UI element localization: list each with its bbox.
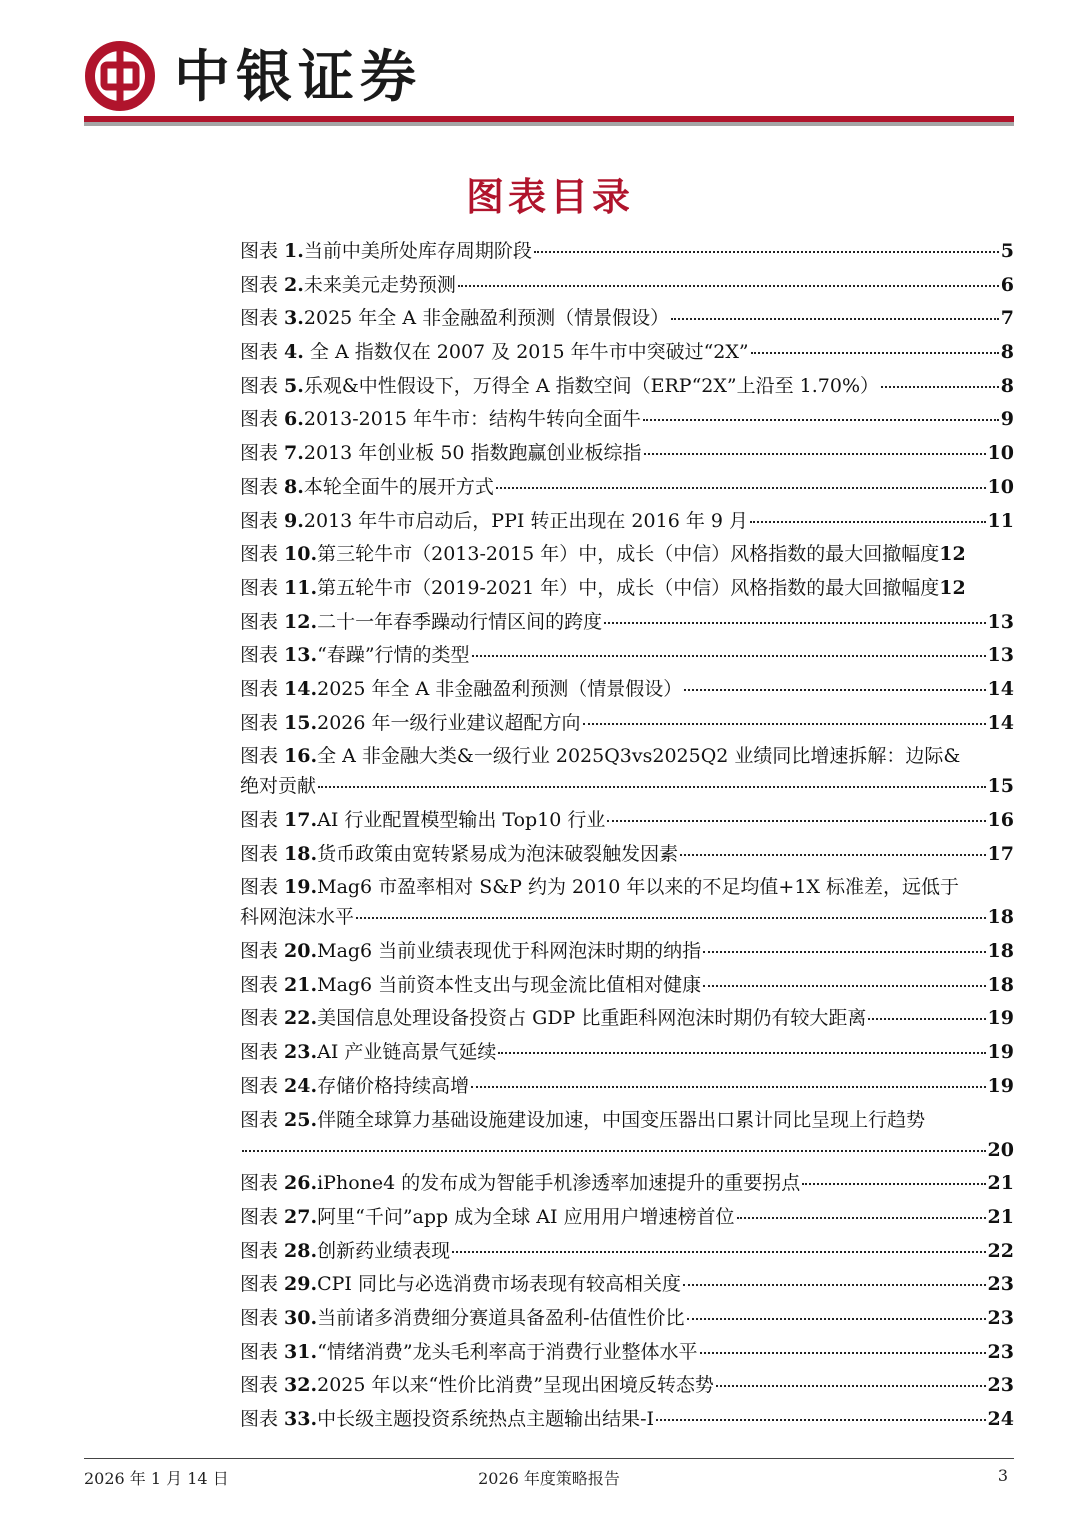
footer-rule xyxy=(84,1458,1014,1459)
toc-entry[interactable] xyxy=(240,1037,1014,1067)
toc-entry-caption: 乐观&中性假设下，万得全 A 指数空间（ERP“2X”上沿至 1.70%） xyxy=(303,374,880,397)
toc-entry-line xyxy=(240,708,1014,738)
toc-entry-text xyxy=(240,1168,800,1198)
toc-entry-number: 2. xyxy=(284,273,304,296)
toc-dot-leader xyxy=(703,951,985,953)
toc-page-number: 19 xyxy=(987,1041,1014,1064)
toc-entry-line xyxy=(240,872,1014,902)
toc-entry-prefix: 图表 xyxy=(240,273,285,296)
toc-entry-line xyxy=(240,771,1014,801)
header-rule-gray xyxy=(84,122,1014,126)
toc-entry-text xyxy=(240,1337,698,1367)
toc-dot-leader xyxy=(737,1217,986,1219)
toc-entry-text xyxy=(240,236,532,266)
toc-page-number: 11 xyxy=(987,509,1014,532)
toc-page-number: 8 xyxy=(1000,341,1014,364)
toc-dot-leader xyxy=(496,487,986,489)
toc-entry-prefix: 图表 xyxy=(240,809,285,831)
toc-entry-text xyxy=(240,472,494,502)
toc-page-number: 12 xyxy=(939,576,966,599)
toc-entry-number: 26. xyxy=(284,1172,318,1195)
toc-entry[interactable] xyxy=(240,1404,1014,1434)
toc-entry-text xyxy=(240,902,354,932)
toc-entry[interactable] xyxy=(240,236,1014,266)
toc-dot-leader xyxy=(356,917,986,919)
toc-entry-text xyxy=(240,1003,866,1033)
toc-page-number: 6 xyxy=(1000,273,1014,296)
toc-dot-leader xyxy=(703,985,985,987)
toc-entry[interactable] xyxy=(240,970,1014,1000)
toc-entry-line xyxy=(240,404,1014,434)
toc-entry-text xyxy=(240,805,605,835)
toc-entry-caption: CPI 同比与必选消费市场表现有较高相关度 xyxy=(317,1273,681,1296)
footer-page-number: 3 xyxy=(997,1466,1008,1485)
toc-entry-caption: 全 A 非金融大类&一级行业 2025Q3vs2025Q2 业绩同比增速拆解：边际& xyxy=(317,745,961,768)
toc-entry-caption: 当前中美所处库存周期阶段 xyxy=(303,240,532,262)
toc-entry-prefix: 图表 xyxy=(240,341,285,364)
toc-entry-caption: 2025 年全 A 非金融盈利预测（情景假设） xyxy=(317,677,683,700)
toc-entry[interactable] xyxy=(240,573,1014,603)
toc-entry-caption: “春躁”行情的类型 xyxy=(317,644,470,667)
toc-entry-number: 20. xyxy=(284,940,318,963)
toc-entry-caption: 伴随全球算力基础设施建设加速，中国变压器出口累计同比呈现上行趋势 xyxy=(317,1108,926,1131)
toc-entry-prefix: 图表 xyxy=(240,1273,285,1296)
toc-page-number: 15 xyxy=(987,775,1014,798)
toc-entry[interactable] xyxy=(240,337,1014,367)
toc-entry-text xyxy=(240,539,939,569)
toc-page-number: 23 xyxy=(987,1306,1014,1329)
toc-entry-line xyxy=(240,506,1014,536)
toc-entry-text xyxy=(240,303,669,333)
toc-entry[interactable] xyxy=(240,472,1014,502)
toc-entry-caption: 第三轮牛市（2013-2015 年）中，成长（中信）风格指数的最大回撤幅度 xyxy=(317,543,940,566)
toc-dot-leader xyxy=(498,1052,985,1054)
toc-entry-text xyxy=(240,270,456,300)
toc-entry-prefix: 图表 xyxy=(240,576,285,599)
toc-entry[interactable] xyxy=(240,1236,1014,1266)
toc-entry-caption: iPhone4 的发布成为智能手机渗透率加速提升的重要拐点 xyxy=(317,1172,801,1195)
toc-entry-caption: 中长级主题投资系统热点主题输出结果-Ⅰ xyxy=(317,1408,655,1430)
toc-entry-line xyxy=(240,1337,1014,1367)
toc-entry-prefix: 图表 xyxy=(240,940,285,963)
toc-entry[interactable] xyxy=(240,607,1014,637)
toc-entry-caption: 未来美元走势预测 xyxy=(303,273,456,296)
toc-entry-text xyxy=(240,1303,685,1333)
toc-entry-caption: 货币政策由宽转紧易成为泡沫破裂触发因素 xyxy=(317,842,679,865)
toc-entry-prefix: 图表 xyxy=(240,1340,285,1363)
toc-entry-caption: 绝对贡献 xyxy=(240,775,317,798)
toc-page-number: 19 xyxy=(987,1007,1014,1030)
toc-entry-caption: Mag6 当前资本性支出与现金流比值相对健康 xyxy=(317,973,702,996)
toc-page-number: 10 xyxy=(987,442,1014,465)
toc-entry-prefix: 图表 xyxy=(240,644,285,667)
toc-dot-leader xyxy=(604,622,985,624)
toc-entry-text xyxy=(240,741,960,771)
toc-entry-line xyxy=(240,970,1014,1000)
toc-entry-text xyxy=(240,970,701,1000)
toc-entry-caption: 创新药业绩表现 xyxy=(317,1239,451,1262)
toc-entry-prefix: 图表 xyxy=(240,475,285,498)
toc-page-number: 13 xyxy=(987,644,1014,667)
toc-entry-caption: 2025 年全 A 非金融盈利预测（情景假设） xyxy=(303,307,670,330)
toc-page-number: 18 xyxy=(987,906,1014,929)
toc-entry-line xyxy=(240,236,1014,266)
toc-entry-text xyxy=(240,839,678,869)
toc-page-number: 18 xyxy=(987,940,1014,963)
toc-entry[interactable] xyxy=(240,1337,1014,1367)
toc-dot-leader xyxy=(671,318,999,320)
toc-entry-line xyxy=(240,1269,1014,1299)
toc-entry[interactable] xyxy=(240,708,1014,738)
toc-entry-text xyxy=(240,1236,450,1266)
toc-entry-line xyxy=(240,1037,1014,1067)
toc-entry-prefix: 图表 xyxy=(240,677,285,700)
toc-entry-line xyxy=(240,936,1014,966)
toc-entry-text xyxy=(240,1037,496,1067)
toc-entry-caption: “情绪消费”龙头毛利率高于消费行业整体水平 xyxy=(317,1340,698,1363)
toc-page-number: 23 xyxy=(987,1273,1014,1296)
toc-entry-number: 25. xyxy=(284,1108,318,1131)
toc-entry-text xyxy=(240,404,641,434)
toc-dot-leader xyxy=(716,1385,986,1387)
toc-entry-caption: 本轮全面牛的展开方式 xyxy=(303,475,494,498)
toc-entry-number: 24. xyxy=(284,1074,318,1097)
toc-entry-text xyxy=(240,1202,735,1232)
toc-page-number: 12 xyxy=(939,543,966,566)
toc-page-number: 24 xyxy=(987,1408,1014,1430)
toc-entry-caption: 2013 年牛市启动后，PPI 转正出现在 2016 年 9 月 xyxy=(303,509,748,532)
toc-entry[interactable] xyxy=(240,872,1014,932)
toc-entry-prefix: 图表 xyxy=(240,240,285,262)
toc-dot-leader xyxy=(471,1086,985,1088)
toc-entry-caption: 第五轮牛市（2019-2021 年）中，成长（中信）风格指数的最大回撤幅度 xyxy=(317,576,940,599)
toc-dot-leader xyxy=(881,386,999,388)
toc-entry[interactable] xyxy=(240,506,1014,536)
toc-entry-prefix: 图表 xyxy=(240,1239,285,1262)
toc-entry-caption: AI 产业链高景气延续 xyxy=(317,1041,497,1064)
toc-dot-leader xyxy=(644,453,986,455)
toc-entry-caption: 科网泡沫水平 xyxy=(240,906,355,929)
toc-entry-number: 6. xyxy=(284,408,304,431)
toc-entry-caption: 2026 年一级行业建议超配方向 xyxy=(317,711,581,734)
toc-dot-leader xyxy=(452,1251,985,1253)
toc-entry-caption: 2025 年以来“性价比消费”呈现出困境反转态势 xyxy=(317,1374,714,1397)
toc-entry-number: 29. xyxy=(284,1273,318,1296)
toc-page-number: 14 xyxy=(987,677,1014,700)
toc-page-number: 10 xyxy=(987,475,1014,498)
toc-entry-number: 17. xyxy=(284,809,318,831)
toc-entry-caption: 2013-2015 年牛市：结构牛转向全面牛 xyxy=(303,408,642,431)
toc-entry-caption: 美国信息处理设备投资占 GDP 比重距科网泡沫时期仍有较大距离 xyxy=(317,1007,867,1030)
toc-entry-prefix: 图表 xyxy=(240,307,285,330)
toc-entry-number: 8. xyxy=(284,475,304,498)
toc-page-number: 5 xyxy=(1000,240,1014,262)
toc-entry-text xyxy=(240,1370,714,1400)
toc-entry-text xyxy=(240,1404,654,1434)
toc-page-number: 18 xyxy=(987,973,1014,996)
toc-page-number: 22 xyxy=(987,1239,1014,1262)
toc-entry-line xyxy=(240,839,1014,869)
toc-entry-number: 3. xyxy=(284,307,304,330)
toc-entry-number: 11. xyxy=(284,576,318,599)
toc-entry-text xyxy=(240,1105,925,1135)
toc-entry-line xyxy=(240,607,1014,637)
toc-entry-number: 10. xyxy=(284,543,318,566)
toc-entry-text xyxy=(240,1071,469,1101)
toc-page-number: 23 xyxy=(987,1340,1014,1363)
toc-entry-line xyxy=(240,1135,1014,1165)
toc-entry-caption: 阿里“千问”app 成为全球 AI 应用用户增速榜首位 xyxy=(317,1205,735,1228)
toc-entry-prefix: 图表 xyxy=(240,973,285,996)
toc-entry[interactable] xyxy=(240,1303,1014,1333)
toc-page-number: 14 xyxy=(987,711,1014,734)
toc-entry-prefix: 图表 xyxy=(240,408,285,431)
toc-entry-prefix: 图表 xyxy=(240,1074,285,1097)
toc-entry-prefix: 图表 xyxy=(240,1108,285,1131)
toc-entry-caption: Mag6 市盈率相对 S&P 约为 2010 年以来的不足均值+1X 标准差，远低于 xyxy=(317,876,959,899)
toc-entry-line xyxy=(240,805,1014,835)
toc-entry-number: 33. xyxy=(284,1408,318,1430)
toc-entry-number: 16. xyxy=(284,745,318,768)
toc-entry[interactable] xyxy=(240,303,1014,333)
toc-entry-number: 12. xyxy=(284,610,318,633)
toc-entry-caption: AI 行业配置模型输出 Top10 行业 xyxy=(317,809,606,831)
table-of-figures xyxy=(240,236,1014,1438)
toc-entry[interactable] xyxy=(240,438,1014,468)
toc-entry-number: 23. xyxy=(284,1041,318,1064)
toc-page-number: 20 xyxy=(987,1138,1014,1161)
toc-dot-leader xyxy=(868,1018,985,1020)
toc-page-number: 16 xyxy=(987,809,1014,831)
toc-entry-prefix: 图表 xyxy=(240,1172,285,1195)
brand-name: 中银证券 xyxy=(174,45,422,110)
footer-date: 2026 年 1 月 14 日 xyxy=(84,1469,229,1488)
toc-entry-number: 30. xyxy=(284,1306,318,1329)
toc-dot-leader xyxy=(656,1419,986,1421)
toc-entry-text xyxy=(240,771,316,801)
toc-entry-number: 22. xyxy=(284,1007,318,1030)
toc-entry-caption: Mag6 当前业绩表现优于科网泡沫时期的纳指 xyxy=(317,940,702,963)
toc-page-number: 9 xyxy=(1000,408,1014,431)
toc-page-number: 21 xyxy=(987,1172,1014,1195)
toc-entry-number: 5. xyxy=(284,374,304,397)
toc-page-number: 8 xyxy=(1000,374,1014,397)
toc-dot-leader xyxy=(458,285,999,287)
toc-entry-text xyxy=(240,438,642,468)
toc-entry-caption: 二十一年春季躁动行情区间的跨度 xyxy=(317,610,603,633)
toc-entry-number: 9. xyxy=(284,509,304,532)
toc-dot-leader xyxy=(318,786,986,788)
toc-entry-number: 15. xyxy=(284,711,318,734)
toc-entry-line xyxy=(240,1303,1014,1333)
toc-page-number: 23 xyxy=(987,1374,1014,1397)
toc-dot-leader xyxy=(684,689,985,691)
toc-entry-number: 28. xyxy=(284,1239,318,1262)
toc-entry[interactable] xyxy=(240,805,1014,835)
toc-entry-text xyxy=(240,674,682,704)
toc-entry-text xyxy=(240,708,581,738)
toc-entry-number: 4. xyxy=(284,341,304,364)
toc-dot-leader xyxy=(700,1352,986,1354)
toc-entry-number: 18. xyxy=(284,842,318,865)
toc-entry[interactable] xyxy=(240,640,1014,670)
toc-entry-prefix: 图表 xyxy=(240,876,285,899)
toc-dot-leader xyxy=(643,419,999,421)
toc-entry-line xyxy=(240,303,1014,333)
toc-dot-leader xyxy=(751,352,999,354)
toc-entry[interactable] xyxy=(240,936,1014,966)
toc-entry[interactable] xyxy=(240,270,1014,300)
toc-entry-text xyxy=(240,337,749,367)
toc-dot-leader xyxy=(680,854,985,856)
bank-of-china-logo-icon xyxy=(84,40,156,112)
toc-entry-number: 27. xyxy=(284,1205,318,1228)
toc-page-number: 17 xyxy=(987,842,1014,865)
toc-entry-prefix: 图表 xyxy=(240,745,285,768)
toc-entry[interactable] xyxy=(240,404,1014,434)
toc-entry-prefix: 图表 xyxy=(240,374,285,397)
toc-entry-prefix: 图表 xyxy=(240,842,285,865)
toc-entry-line xyxy=(240,1105,1014,1135)
toc-dot-leader xyxy=(802,1183,985,1185)
toc-entry[interactable] xyxy=(240,1168,1014,1198)
toc-entry-number: 31. xyxy=(284,1340,318,1363)
toc-dot-leader xyxy=(683,1284,986,1286)
toc-entry-line xyxy=(240,270,1014,300)
toc-dot-leader xyxy=(242,1150,986,1152)
toc-page-number: 13 xyxy=(987,610,1014,633)
toc-entry-number: 21. xyxy=(284,973,318,996)
toc-entry-prefix: 图表 xyxy=(240,1374,285,1397)
toc-entry-prefix: 图表 xyxy=(240,711,285,734)
toc-entry-text xyxy=(240,872,959,902)
toc-entry-caption: 2013 年创业板 50 指数跑赢创业板综指 xyxy=(303,442,642,465)
toc-entry-line xyxy=(240,640,1014,670)
toc-entry[interactable] xyxy=(240,1370,1014,1400)
report-header xyxy=(84,38,1014,128)
toc-dot-leader xyxy=(750,521,986,523)
toc-entry-prefix: 图表 xyxy=(240,1408,285,1430)
toc-entry-line xyxy=(240,1404,1014,1434)
toc-entry[interactable] xyxy=(240,1202,1014,1232)
toc-dot-leader xyxy=(583,723,986,725)
toc-entry-number: 1. xyxy=(284,240,304,262)
toc-entry-line xyxy=(240,1236,1014,1266)
toc-entry[interactable] xyxy=(240,839,1014,869)
toc-entry-caption: 当前诸多消费细分赛道具备盈利-估值性价比 xyxy=(317,1306,685,1329)
toc-entry-line xyxy=(240,1168,1014,1198)
toc-entry-caption: 存储价格持续高增 xyxy=(317,1074,470,1097)
toc-entry[interactable] xyxy=(240,371,1014,401)
toc-entry-text xyxy=(240,640,470,670)
toc-page-number: 21 xyxy=(987,1205,1014,1228)
toc-entry-text xyxy=(240,506,748,536)
toc-entry-text xyxy=(240,936,701,966)
toc-dot-leader xyxy=(687,1318,986,1320)
toc-entry-text xyxy=(240,371,879,401)
toc-entry-prefix: 图表 xyxy=(240,1041,285,1064)
toc-entry-line xyxy=(240,472,1014,502)
toc-entry[interactable] xyxy=(240,1003,1014,1033)
toc-title: 图表目录 xyxy=(465,175,634,219)
toc-entry-line xyxy=(240,438,1014,468)
toc-entry-prefix: 图表 xyxy=(240,442,285,465)
toc-entry-text xyxy=(240,1269,681,1299)
toc-entry-line xyxy=(240,573,1014,603)
toc-entry-line xyxy=(240,741,1014,771)
toc-entry[interactable] xyxy=(240,1269,1014,1299)
toc-entry-line xyxy=(240,539,1014,569)
toc-entry-prefix: 图表 xyxy=(240,543,285,566)
toc-entry[interactable] xyxy=(240,1105,1014,1165)
footer-report-title: 2026 年度策略报告 xyxy=(478,1469,620,1488)
toc-entry-line xyxy=(240,674,1014,704)
toc-entry-line xyxy=(240,1003,1014,1033)
toc-entry-prefix: 图表 xyxy=(240,509,285,532)
toc-entry-line xyxy=(240,371,1014,401)
toc-entry-text xyxy=(240,573,939,603)
toc-entry-number: 14. xyxy=(284,677,318,700)
toc-entry-number: 13. xyxy=(284,644,318,667)
toc-entry-number: 19. xyxy=(284,876,318,899)
toc-entry-line xyxy=(240,1071,1014,1101)
toc-entry[interactable] xyxy=(240,539,1014,569)
toc-entry-line xyxy=(240,337,1014,367)
toc-entry-caption: 全 A 指数仅在 2007 及 2015 年牛市中突破过“2X” xyxy=(303,341,749,364)
toc-entry-prefix: 图表 xyxy=(240,610,285,633)
toc-entry[interactable] xyxy=(240,674,1014,704)
toc-entry-prefix: 图表 xyxy=(240,1205,285,1228)
toc-dot-leader xyxy=(534,251,999,253)
toc-entry[interactable] xyxy=(240,741,1014,801)
toc-entry-line xyxy=(240,1370,1014,1400)
toc-entry-line xyxy=(240,902,1014,932)
toc-page-number: 19 xyxy=(987,1074,1014,1097)
toc-entry-number: 7. xyxy=(284,442,304,465)
toc-dot-leader xyxy=(472,655,986,657)
toc-entry-text xyxy=(240,607,602,637)
toc-entry-number: 32. xyxy=(284,1374,318,1397)
toc-entry-prefix: 图表 xyxy=(240,1007,285,1030)
toc-entry[interactable] xyxy=(240,1071,1014,1101)
toc-dot-leader xyxy=(607,820,985,822)
toc-entry-line xyxy=(240,1202,1014,1232)
toc-entry-prefix: 图表 xyxy=(240,1306,285,1329)
toc-page-number: 7 xyxy=(1000,307,1014,330)
